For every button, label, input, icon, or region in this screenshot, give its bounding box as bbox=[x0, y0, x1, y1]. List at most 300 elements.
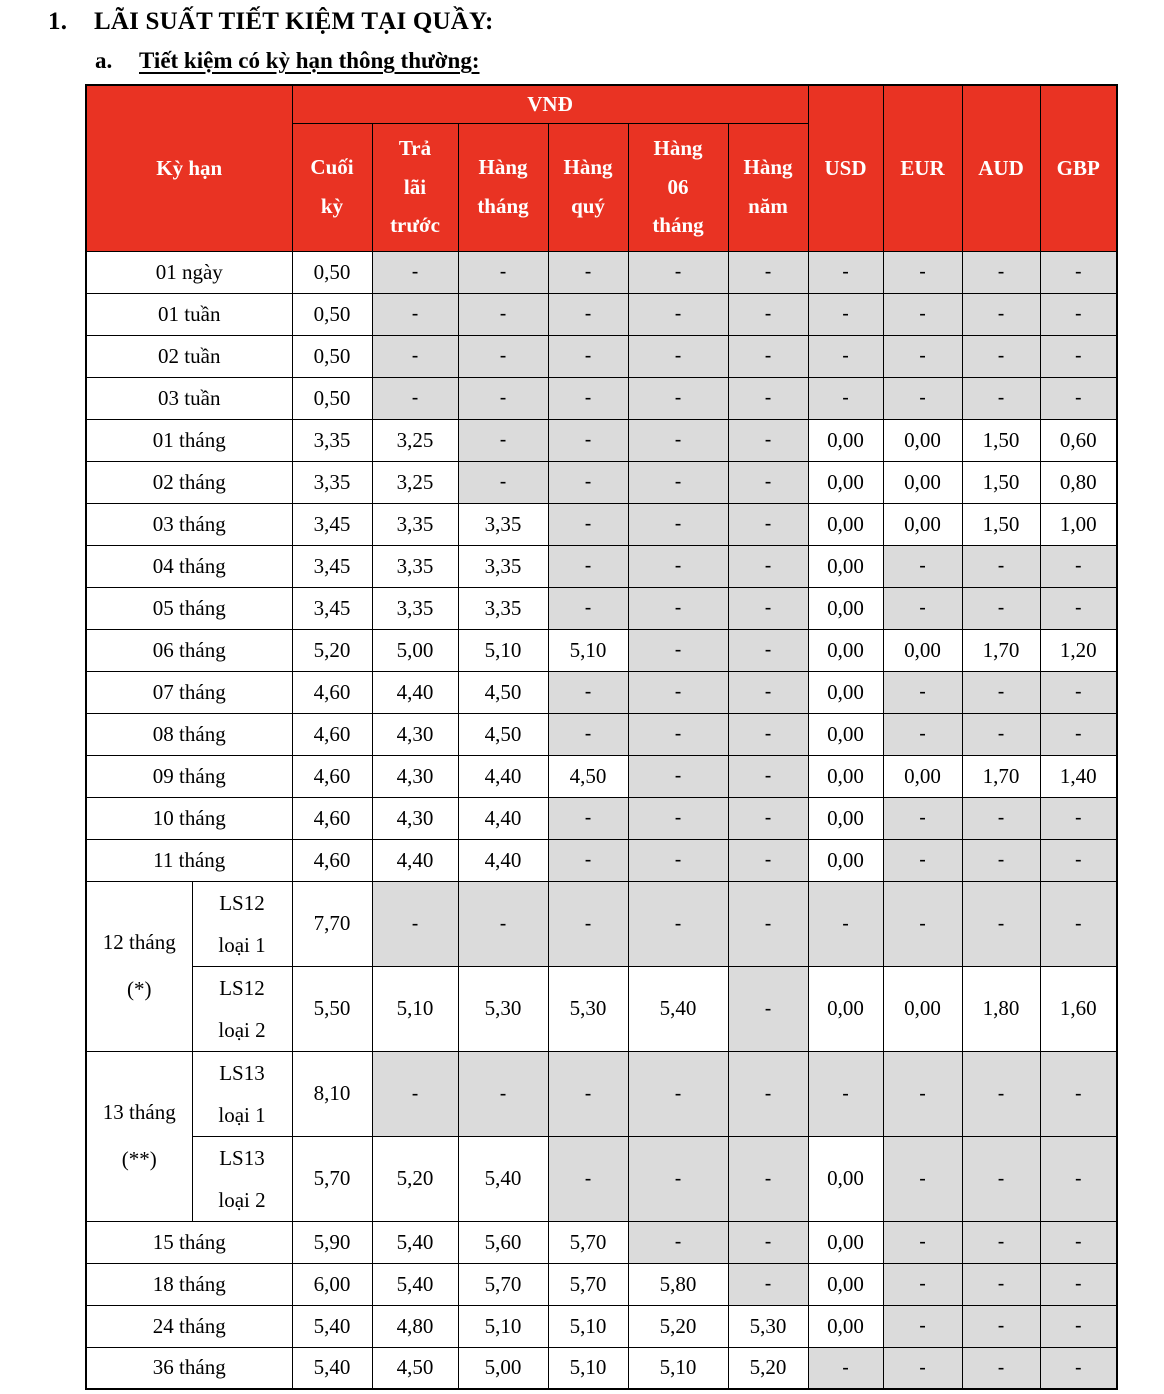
rate-cell: 0,00 bbox=[808, 755, 883, 797]
rate-cell-empty: - bbox=[962, 545, 1040, 587]
rate-cell-empty: - bbox=[1040, 335, 1117, 377]
rate-cell-empty: - bbox=[628, 419, 728, 461]
rate-cell-empty: - bbox=[962, 293, 1040, 335]
rate-cell: 1,70 bbox=[962, 629, 1040, 671]
rate-cell-empty: - bbox=[883, 1347, 962, 1389]
subsection-title-text: Tiết kiệm có kỳ hạn thông thường: bbox=[139, 48, 480, 73]
rate-cell: 0,00 bbox=[883, 629, 962, 671]
rate-cell: 4,30 bbox=[372, 797, 458, 839]
rate-cell: 4,30 bbox=[372, 713, 458, 755]
subsection-letter: a. bbox=[95, 48, 113, 73]
table-row bbox=[86, 587, 1117, 629]
rate-cell-empty: - bbox=[458, 293, 548, 335]
rate-cell: 1,50 bbox=[962, 503, 1040, 545]
rate-cell-empty: - bbox=[728, 1221, 808, 1263]
rate-cell: 4,60 bbox=[292, 797, 372, 839]
rate-cell: 5,60 bbox=[458, 1221, 548, 1263]
rate-cell-empty: - bbox=[808, 335, 883, 377]
rate-cell: 5,30 bbox=[458, 966, 548, 1051]
rate-cell-empty: - bbox=[962, 587, 1040, 629]
rate-cell-empty: - bbox=[728, 377, 808, 419]
rate-cell: 5,20 bbox=[292, 629, 372, 671]
rate-cell: 5,40 bbox=[628, 966, 728, 1051]
rate-cell-empty: - bbox=[962, 839, 1040, 881]
rate-cell-empty: - bbox=[728, 419, 808, 461]
term-group-label: 12 tháng (*) bbox=[86, 881, 192, 1051]
rate-cell: 5,50 bbox=[292, 966, 372, 1051]
term-label: 03 tháng bbox=[86, 503, 292, 545]
rate-cell-empty: - bbox=[962, 377, 1040, 419]
term-label: 10 tháng bbox=[86, 797, 292, 839]
rate-cell: 5,20 bbox=[372, 1136, 458, 1221]
table-row bbox=[86, 797, 1117, 839]
rate-cell-empty: - bbox=[1040, 293, 1117, 335]
col-header-monthly: Hàng tháng bbox=[458, 123, 548, 251]
rate-cell: 0,00 bbox=[883, 503, 962, 545]
rate-cell-empty: - bbox=[548, 461, 628, 503]
rate-cell-empty: - bbox=[548, 377, 628, 419]
rate-cell: 5,00 bbox=[372, 629, 458, 671]
rate-cell: 1,60 bbox=[1040, 966, 1117, 1051]
rate-cell-empty: - bbox=[1040, 797, 1117, 839]
table-row bbox=[86, 461, 1117, 503]
rate-cell: 0,00 bbox=[808, 545, 883, 587]
table-row bbox=[86, 713, 1117, 755]
rate-cell: 5,40 bbox=[372, 1221, 458, 1263]
term-label: 01 tuần bbox=[86, 293, 292, 335]
rate-cell: 0,00 bbox=[883, 755, 962, 797]
rate-cell: 1,50 bbox=[962, 461, 1040, 503]
rate-cell: 3,45 bbox=[292, 545, 372, 587]
rate-cell-empty: - bbox=[728, 545, 808, 587]
col-header-aud: AUD bbox=[962, 85, 1040, 251]
rate-cell: 5,40 bbox=[292, 1305, 372, 1347]
term-label: 15 tháng bbox=[86, 1221, 292, 1263]
rate-cell-empty: - bbox=[728, 251, 808, 293]
rate-cell: 5,10 bbox=[548, 1305, 628, 1347]
rate-cell-empty: - bbox=[548, 545, 628, 587]
rate-cell: 5,70 bbox=[548, 1221, 628, 1263]
rate-cell-empty: - bbox=[458, 461, 548, 503]
section-title-text: LÃI SUẤT TIẾT KIỆM TẠI QUẦY: bbox=[94, 8, 494, 35]
rate-cell-empty: - bbox=[728, 293, 808, 335]
table-row bbox=[86, 419, 1117, 461]
rate-cell: 4,50 bbox=[458, 671, 548, 713]
rate-cell: 3,35 bbox=[458, 587, 548, 629]
term-label: 01 tháng bbox=[86, 419, 292, 461]
rate-cell-empty: - bbox=[883, 671, 962, 713]
rate-cell: 0,00 bbox=[883, 419, 962, 461]
rate-cell-empty: - bbox=[628, 797, 728, 839]
rate-cell-empty: - bbox=[628, 671, 728, 713]
term-label: 18 tháng bbox=[86, 1263, 292, 1305]
rate-cell-empty: - bbox=[1040, 545, 1117, 587]
section-number: 1. bbox=[48, 8, 68, 35]
section-title bbox=[48, 0, 1164, 36]
table-row bbox=[86, 839, 1117, 881]
rate-cell-empty: - bbox=[1040, 839, 1117, 881]
rate-cell: 0,50 bbox=[292, 293, 372, 335]
rate-cell-empty: - bbox=[962, 335, 1040, 377]
rate-cell-empty: - bbox=[808, 1051, 883, 1136]
rate-cell-empty: - bbox=[628, 881, 728, 966]
rate-cell: 0,00 bbox=[808, 503, 883, 545]
rate-cell-empty: - bbox=[628, 1051, 728, 1136]
rate-cell: 4,40 bbox=[372, 839, 458, 881]
rate-cell-empty: - bbox=[728, 587, 808, 629]
rate-cell: 5,40 bbox=[372, 1263, 458, 1305]
col-header-yearly: Hàng năm bbox=[728, 123, 808, 251]
table-row bbox=[86, 251, 1117, 293]
table-header bbox=[86, 85, 1117, 251]
rate-cell: 0,00 bbox=[808, 1263, 883, 1305]
rate-cell: 0,00 bbox=[808, 461, 883, 503]
rate-cell-empty: - bbox=[628, 377, 728, 419]
rate-cell-empty: - bbox=[628, 1136, 728, 1221]
rate-cell-empty: - bbox=[372, 881, 458, 966]
table-row bbox=[86, 503, 1117, 545]
rate-cell: 7,70 bbox=[292, 881, 372, 966]
rate-cell: 1,80 bbox=[962, 966, 1040, 1051]
rate-cell: 0,00 bbox=[808, 713, 883, 755]
rate-cell: 1,40 bbox=[1040, 755, 1117, 797]
rate-cell-empty: - bbox=[883, 251, 962, 293]
col-header-eur: EUR bbox=[883, 85, 962, 251]
rate-cell: 1,00 bbox=[1040, 503, 1117, 545]
rate-cell-empty: - bbox=[728, 1051, 808, 1136]
rate-cell-empty: - bbox=[628, 839, 728, 881]
rate-cell-empty: - bbox=[458, 881, 548, 966]
col-header-interest-prepaid: Trả lãi trước bbox=[372, 123, 458, 251]
rates-table-body bbox=[86, 251, 1117, 1389]
rate-cell-empty: - bbox=[628, 503, 728, 545]
table-row bbox=[86, 966, 1117, 1051]
term-label: 09 tháng bbox=[86, 755, 292, 797]
table-row bbox=[86, 629, 1117, 671]
rate-cell-empty: - bbox=[1040, 713, 1117, 755]
rate-cell-empty: - bbox=[962, 797, 1040, 839]
rate-cell: 3,35 bbox=[372, 503, 458, 545]
table-row bbox=[86, 1347, 1117, 1389]
rate-cell-empty: - bbox=[728, 839, 808, 881]
col-header-term: Kỳ hạn bbox=[86, 85, 292, 251]
rate-cell-empty: - bbox=[883, 881, 962, 966]
rate-cell: 4,40 bbox=[458, 797, 548, 839]
table-row bbox=[86, 755, 1117, 797]
rate-cell: 3,45 bbox=[292, 503, 372, 545]
rate-cell-empty: - bbox=[628, 587, 728, 629]
rate-cell: 4,50 bbox=[372, 1347, 458, 1389]
rate-cell-empty: - bbox=[728, 797, 808, 839]
rate-cell-empty: - bbox=[728, 503, 808, 545]
rate-cell-empty: - bbox=[728, 966, 808, 1051]
rate-cell: 3,45 bbox=[292, 587, 372, 629]
rate-cell-empty: - bbox=[728, 1263, 808, 1305]
rate-cell-empty: - bbox=[1040, 1263, 1117, 1305]
rate-cell: 3,35 bbox=[458, 503, 548, 545]
rate-cell: 5,10 bbox=[628, 1347, 728, 1389]
rate-cell-empty: - bbox=[1040, 1347, 1117, 1389]
rate-cell-empty: - bbox=[372, 377, 458, 419]
rate-cell: 1,20 bbox=[1040, 629, 1117, 671]
rate-cell-empty: - bbox=[883, 587, 962, 629]
rate-cell: 4,80 bbox=[372, 1305, 458, 1347]
rate-cell-empty: - bbox=[962, 1305, 1040, 1347]
rate-cell-empty: - bbox=[628, 545, 728, 587]
rate-cell-empty: - bbox=[883, 1221, 962, 1263]
rate-cell-empty: - bbox=[548, 587, 628, 629]
rate-cell-empty: - bbox=[808, 377, 883, 419]
rate-cell-empty: - bbox=[728, 335, 808, 377]
rate-cell-empty: - bbox=[548, 335, 628, 377]
rate-cell: 5,10 bbox=[548, 629, 628, 671]
rate-cell: 4,40 bbox=[458, 755, 548, 797]
rate-cell-empty: - bbox=[1040, 251, 1117, 293]
col-header-every-6-months: Hàng 06 tháng bbox=[628, 123, 728, 251]
rate-cell: 0,00 bbox=[808, 419, 883, 461]
rate-cell-empty: - bbox=[628, 1221, 728, 1263]
rate-cell-empty: - bbox=[883, 713, 962, 755]
rate-cell: 5,30 bbox=[548, 966, 628, 1051]
table-row bbox=[86, 1136, 1117, 1221]
rate-cell: 0,00 bbox=[808, 587, 883, 629]
rate-cell: 5,70 bbox=[458, 1263, 548, 1305]
rate-cell-empty: - bbox=[548, 797, 628, 839]
rate-cell-empty: - bbox=[458, 1051, 548, 1136]
rate-cell: 5,30 bbox=[728, 1305, 808, 1347]
rate-cell: 4,60 bbox=[292, 713, 372, 755]
rate-cell: 5,10 bbox=[458, 629, 548, 671]
rate-cell-empty: - bbox=[628, 335, 728, 377]
rate-cell-empty: - bbox=[883, 545, 962, 587]
rate-cell: 0,00 bbox=[808, 1221, 883, 1263]
rate-cell: 5,20 bbox=[728, 1347, 808, 1389]
rate-cell-empty: - bbox=[1040, 1136, 1117, 1221]
rate-cell-empty: - bbox=[808, 881, 883, 966]
rate-cell-empty: - bbox=[1040, 1221, 1117, 1263]
rate-cell: 5,10 bbox=[548, 1347, 628, 1389]
term-group-label: 13 tháng (**) bbox=[86, 1051, 192, 1221]
rate-cell-empty: - bbox=[962, 1221, 1040, 1263]
rate-cell-empty: - bbox=[548, 251, 628, 293]
rate-cell-empty: - bbox=[962, 1136, 1040, 1221]
table-row bbox=[86, 293, 1117, 335]
term-label: 05 tháng bbox=[86, 587, 292, 629]
rate-cell: 8,10 bbox=[292, 1051, 372, 1136]
rate-cell-empty: - bbox=[883, 1305, 962, 1347]
table-row bbox=[86, 377, 1117, 419]
rate-cell: 4,40 bbox=[458, 839, 548, 881]
rate-cell: 0,00 bbox=[808, 1136, 883, 1221]
rate-cell: 0,00 bbox=[883, 966, 962, 1051]
rate-cell-empty: - bbox=[548, 671, 628, 713]
table-row bbox=[86, 671, 1117, 713]
rate-cell-empty: - bbox=[883, 839, 962, 881]
rate-cell: 0,50 bbox=[292, 377, 372, 419]
rate-cell-empty: - bbox=[548, 1136, 628, 1221]
rate-cell-empty: - bbox=[458, 377, 548, 419]
rate-cell: 4,50 bbox=[548, 755, 628, 797]
rate-cell: 0,00 bbox=[808, 839, 883, 881]
rate-cell-empty: - bbox=[628, 461, 728, 503]
rate-cell-empty: - bbox=[628, 251, 728, 293]
rate-cell: 5,10 bbox=[372, 966, 458, 1051]
rate-cell-empty: - bbox=[458, 335, 548, 377]
rate-cell-empty: - bbox=[962, 713, 1040, 755]
rate-cell-empty: - bbox=[628, 713, 728, 755]
rate-cell: 1,50 bbox=[962, 419, 1040, 461]
rate-cell-empty: - bbox=[728, 629, 808, 671]
rate-cell-empty: - bbox=[548, 503, 628, 545]
rate-cell-empty: - bbox=[962, 1347, 1040, 1389]
rate-cell-empty: - bbox=[808, 251, 883, 293]
term-label: LS12 loại 2 bbox=[192, 966, 292, 1051]
rate-cell-empty: - bbox=[728, 755, 808, 797]
rate-cell: 3,35 bbox=[458, 545, 548, 587]
rate-cell: 0,80 bbox=[1040, 461, 1117, 503]
rate-cell: 0,50 bbox=[292, 251, 372, 293]
table-row bbox=[86, 881, 1117, 966]
rate-cell-empty: - bbox=[962, 251, 1040, 293]
term-label: 04 tháng bbox=[86, 545, 292, 587]
rate-cell-empty: - bbox=[728, 671, 808, 713]
rate-cell: 4,50 bbox=[458, 713, 548, 755]
rate-cell-empty: - bbox=[962, 1263, 1040, 1305]
rate-cell: 5,20 bbox=[628, 1305, 728, 1347]
rate-cell: 4,60 bbox=[292, 671, 372, 713]
rate-cell-empty: - bbox=[1040, 881, 1117, 966]
term-label: LS13 loại 1 bbox=[192, 1051, 292, 1136]
rate-cell-empty: - bbox=[458, 419, 548, 461]
term-label: LS13 loại 2 bbox=[192, 1136, 292, 1221]
rate-cell-empty: - bbox=[372, 335, 458, 377]
table-row bbox=[86, 1305, 1117, 1347]
col-header-usd: USD bbox=[808, 85, 883, 251]
rate-cell-empty: - bbox=[1040, 1051, 1117, 1136]
rate-cell: 3,35 bbox=[292, 461, 372, 503]
rate-cell: 0,50 bbox=[292, 335, 372, 377]
rate-cell-empty: - bbox=[548, 293, 628, 335]
rate-cell-empty: - bbox=[962, 881, 1040, 966]
rate-cell: 3,35 bbox=[372, 587, 458, 629]
table-row bbox=[86, 335, 1117, 377]
rate-cell-empty: - bbox=[728, 713, 808, 755]
rate-cell-empty: - bbox=[372, 1051, 458, 1136]
rate-cell: 5,00 bbox=[458, 1347, 548, 1389]
rate-cell-empty: - bbox=[728, 461, 808, 503]
rate-cell-empty: - bbox=[883, 1136, 962, 1221]
rate-cell: 4,30 bbox=[372, 755, 458, 797]
rate-cell-empty: - bbox=[1040, 1305, 1117, 1347]
col-header-vnd-group: VNĐ bbox=[292, 85, 808, 123]
rate-cell-empty: - bbox=[1040, 671, 1117, 713]
term-label: 07 tháng bbox=[86, 671, 292, 713]
term-label: 01 ngày bbox=[86, 251, 292, 293]
rate-cell: 0,00 bbox=[808, 1305, 883, 1347]
term-label: LS12 loại 1 bbox=[192, 881, 292, 966]
rate-cell: 3,25 bbox=[372, 461, 458, 503]
rate-cell-empty: - bbox=[883, 797, 962, 839]
rate-cell: 3,35 bbox=[372, 545, 458, 587]
term-label: 02 tuần bbox=[86, 335, 292, 377]
col-header-quarterly: Hàng quý bbox=[548, 123, 628, 251]
rate-cell: 3,25 bbox=[372, 419, 458, 461]
rate-cell: 0,00 bbox=[808, 966, 883, 1051]
term-label: 08 tháng bbox=[86, 713, 292, 755]
rate-cell-empty: - bbox=[1040, 587, 1117, 629]
rate-cell-empty: - bbox=[883, 1051, 962, 1136]
rate-cell-empty: - bbox=[883, 1263, 962, 1305]
table-row bbox=[86, 1051, 1117, 1136]
rate-cell-empty: - bbox=[548, 839, 628, 881]
rate-cell-empty: - bbox=[808, 293, 883, 335]
subsection-title bbox=[95, 48, 1164, 74]
rate-cell: 5,80 bbox=[628, 1263, 728, 1305]
rate-cell-empty: - bbox=[372, 251, 458, 293]
rate-cell: 0,00 bbox=[808, 671, 883, 713]
rate-cell: 5,10 bbox=[458, 1305, 548, 1347]
rate-cell: 5,40 bbox=[458, 1136, 548, 1221]
rate-cell: 4,60 bbox=[292, 839, 372, 881]
rate-cell: 5,70 bbox=[292, 1136, 372, 1221]
col-header-end-of-term: Cuối kỳ bbox=[292, 123, 372, 251]
rate-cell: 5,40 bbox=[292, 1347, 372, 1389]
term-label: 03 tuần bbox=[86, 377, 292, 419]
rate-cell: 0,00 bbox=[883, 461, 962, 503]
header-row-group bbox=[86, 85, 1117, 123]
rate-cell-empty: - bbox=[728, 1136, 808, 1221]
rate-cell: 4,60 bbox=[292, 755, 372, 797]
rate-cell-empty: - bbox=[548, 419, 628, 461]
rate-cell: 0,00 bbox=[808, 797, 883, 839]
rate-cell: 3,35 bbox=[292, 419, 372, 461]
rate-cell: 0,60 bbox=[1040, 419, 1117, 461]
rate-cell-empty: - bbox=[548, 713, 628, 755]
rate-cell-empty: - bbox=[458, 251, 548, 293]
rate-cell: 5,90 bbox=[292, 1221, 372, 1263]
rate-cell-empty: - bbox=[883, 293, 962, 335]
rate-cell-empty: - bbox=[808, 1347, 883, 1389]
rate-cell: 1,70 bbox=[962, 755, 1040, 797]
term-label: 11 tháng bbox=[86, 839, 292, 881]
rate-cell-empty: - bbox=[883, 377, 962, 419]
col-header-gbp: GBP bbox=[1040, 85, 1117, 251]
interest-rate-table bbox=[85, 84, 1118, 1390]
term-label: 36 tháng bbox=[86, 1347, 292, 1389]
term-label: 24 tháng bbox=[86, 1305, 292, 1347]
term-label: 06 tháng bbox=[86, 629, 292, 671]
rate-cell: 5,70 bbox=[548, 1263, 628, 1305]
rate-cell: 4,40 bbox=[372, 671, 458, 713]
rate-cell-empty: - bbox=[372, 293, 458, 335]
rate-cell: 6,00 bbox=[292, 1263, 372, 1305]
term-label: 02 tháng bbox=[86, 461, 292, 503]
table-row bbox=[86, 1221, 1117, 1263]
rate-cell: 0,00 bbox=[808, 629, 883, 671]
table-row bbox=[86, 1263, 1117, 1305]
rate-cell-empty: - bbox=[962, 671, 1040, 713]
rate-cell-empty: - bbox=[1040, 377, 1117, 419]
rate-cell-empty: - bbox=[962, 1051, 1040, 1136]
rate-cell-empty: - bbox=[628, 629, 728, 671]
rate-cell-empty: - bbox=[548, 881, 628, 966]
rate-cell-empty: - bbox=[628, 293, 728, 335]
rate-cell-empty: - bbox=[728, 881, 808, 966]
rate-cell-empty: - bbox=[548, 1051, 628, 1136]
table-row bbox=[86, 545, 1117, 587]
rate-cell-empty: - bbox=[628, 755, 728, 797]
rate-cell-empty: - bbox=[883, 335, 962, 377]
